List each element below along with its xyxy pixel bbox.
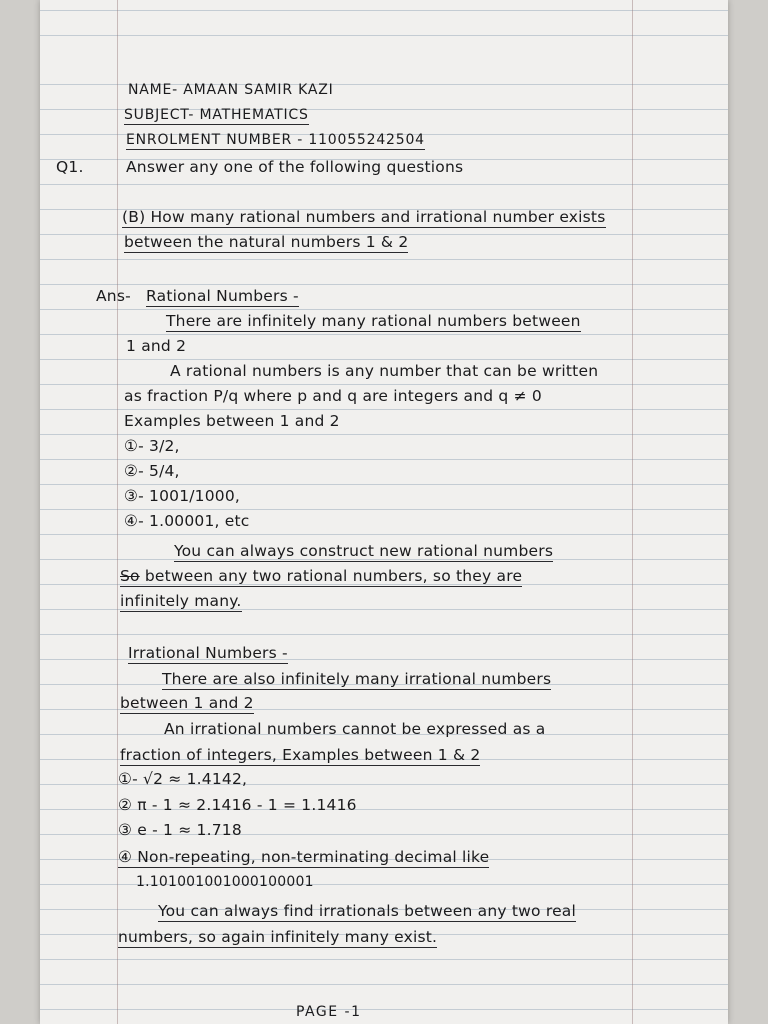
student-name: NAME- AMAAN SAMIR KAZI: [128, 82, 334, 98]
irrational-decimal-example: 1.101001001000100001: [136, 874, 314, 890]
left-margin-line: [117, 0, 118, 1024]
rational-p1-line2: 1 and 2: [126, 337, 187, 355]
subject-line: SUBJECT- MATHEMATICS: [124, 107, 309, 123]
enrolment-number: ENROLMENT NUMBER - 110055242504: [126, 132, 425, 148]
notebook-page: [40, 0, 728, 1024]
rational-p3-line3: infinitely many.: [120, 592, 242, 610]
question-instruction: Answer any one of the following questions: [126, 158, 464, 176]
right-margin-line: [632, 0, 633, 1024]
irrational-p1-line1: There are also infinitely many irrational numbers: [162, 670, 552, 688]
rational-p2-line1: A rational numbers is any number that can be written: [170, 362, 599, 380]
page-number: PAGE -1: [296, 1004, 362, 1020]
struck-word: So: [120, 567, 140, 585]
rational-p1-line1: There are infinitely many rational numbers between: [166, 312, 581, 330]
irrational-example-4: ④ Non-repeating, non-terminating decimal like: [118, 848, 490, 866]
question-part-b-line2: between the natural numbers 1 & 2: [124, 233, 409, 251]
rational-examples-intro: Examples between 1 and 2: [124, 412, 340, 430]
irrational-p1-line2: between 1 and 2: [120, 694, 254, 712]
rational-example-1: ①- 3/2,: [124, 437, 180, 455]
question-number: Q1.: [56, 158, 84, 176]
irrational-p2-line1: An irrational numbers cannot be expressed as a: [164, 720, 546, 738]
irrational-heading: Irrational Numbers -: [128, 644, 288, 662]
question-part-b-line1: (B) How many rational numbers and irrational number exists: [122, 208, 606, 226]
rational-p3-line1: You can always construct new rational numbers: [174, 542, 554, 560]
rational-example-2: ②- 5/4,: [124, 462, 180, 480]
rational-heading: Rational Numbers -: [146, 287, 299, 305]
irrational-example-2: ② π - 1 ≈ 2.1416 - 1 = 1.1416: [118, 796, 357, 814]
rational-p2-line2: as fraction P/q where p and q are integers and q ≠ 0: [124, 387, 542, 405]
irrational-example-3: ③ e - 1 ≈ 1.718: [118, 821, 242, 839]
rational-p3-line2-text: between any two rational numbers, so they are: [139, 567, 523, 585]
rational-example-4: ④- 1.00001, etc: [124, 512, 250, 530]
irrational-p3-line2: numbers, so again infinitely many exist.: [118, 928, 438, 946]
rational-p3-line2: [120, 567, 522, 587]
answer-label: Ans-: [96, 287, 131, 305]
irrational-p2-line2: fraction of integers, Examples between 1 & 2: [120, 746, 481, 764]
irrational-example-1: ①- √2 ≈ 1.4142,: [118, 770, 248, 788]
rational-example-3: ③- 1001/1000,: [124, 487, 241, 505]
irrational-p3-line1: You can always find irrationals between any two real: [158, 902, 577, 920]
